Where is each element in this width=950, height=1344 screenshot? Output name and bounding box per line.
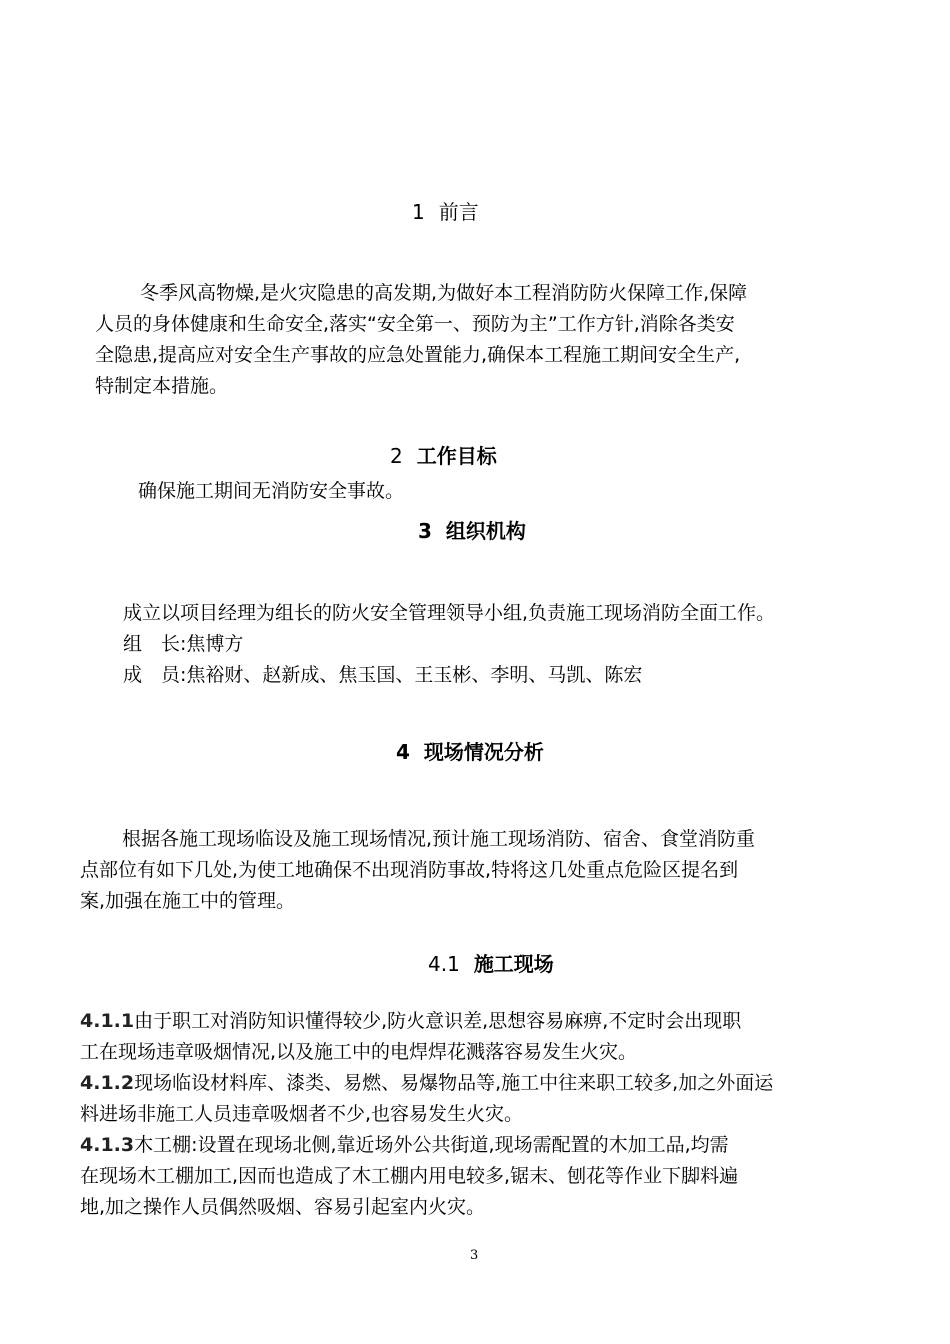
site-analysis-paragraph [80,824,755,917]
org-leader: 组 长:焦博方 [123,633,244,655]
item-text: 地,加之操作人员偶然吸烟、容易引起室内火灾。 [80,1196,486,1218]
section-1-heading [412,196,479,225]
item-text: 在现场木工棚加工,因而也造成了木工棚内用电较多,锯末、刨花等作业下脚料遍 [80,1165,739,1187]
paragraph-line: 人员的身体健康和生命安全,落实“安全第一、预防为主”工作方针,消除各类安 [95,313,735,335]
item-text: 由于职工对消防知识懂得较少,防火意识差,思想容易麻痹,不定时会出现职 [134,1010,742,1032]
org-description: 成立以项目经理为组长的防火安全管理领导小组,负责施工现场消防全面工作。 [123,602,776,624]
goal-text: 确保施工期间无消防安全事故。 [138,480,405,502]
list-item [80,1068,773,1130]
paragraph-line: 特制定本措施。 [95,375,229,397]
section-number: 4.1 [428,952,460,976]
item-text: 现场临设材料库、漆类、易燃、易爆物品等,施工中往来职工较多,加之外面运 [134,1072,774,1094]
paragraph-line: 案,加强在施工中的管理。 [80,890,296,912]
organization-block [123,598,775,691]
section-title: 工作目标 [416,444,497,468]
section-title: 施工现场 [473,952,554,976]
section-number: 2 [390,444,403,468]
section-title: 现场情况分析 [423,740,544,764]
paragraph-line: 根据各施工现场临设及施工现场情况,预计施工现场消防、宿舍、食堂消防重 [122,828,756,850]
item-number: 4.1.1 [80,1010,135,1032]
org-members: 成 员:焦裕财、赵新成、焦玉国、王玉彬、李明、马凯、陈宏 [123,664,643,686]
section-4-heading [396,736,544,765]
section-4-1-heading [428,948,554,977]
section-number: 4 [396,740,410,764]
list-item [80,1006,773,1068]
item-text: 工在现场违章吸烟情况,以及施工中的电焊焊花溅落容易发生火灾。 [80,1041,638,1063]
item-text: 料进场非施工人员违章吸烟者不少,也容易发生火灾。 [80,1103,524,1125]
paragraph-line: 点部位有如下几处,为使工地确保不出现消防事故,特将这几处重点危险区提名到 [80,859,739,881]
intro-paragraph [80,278,747,402]
section-number: 3 [418,519,432,543]
list-item [80,1130,773,1223]
section-2-heading [390,440,497,469]
paragraph-line: 全隐患,提高应对安全生产事故的应急处置能力,确保本工程施工期间安全生产, [95,344,741,366]
page-number: 3 [470,1248,479,1263]
item-text: 木工棚:设置在现场北侧,靠近场外公共街道,现场需配置的木加工品,均需 [134,1134,729,1156]
section-title: 前言 [438,200,479,224]
section-number: 1 [412,200,425,224]
item-list [80,1006,773,1223]
paragraph-line: 冬季风高物燥,是火灾隐患的高发期,为做好本工程消防防火保障工作,保障 [140,282,748,304]
item-number: 4.1.2 [80,1072,135,1094]
item-number: 4.1.3 [80,1134,135,1156]
section-title: 组织机构 [445,519,526,543]
section-3-heading [418,515,526,544]
